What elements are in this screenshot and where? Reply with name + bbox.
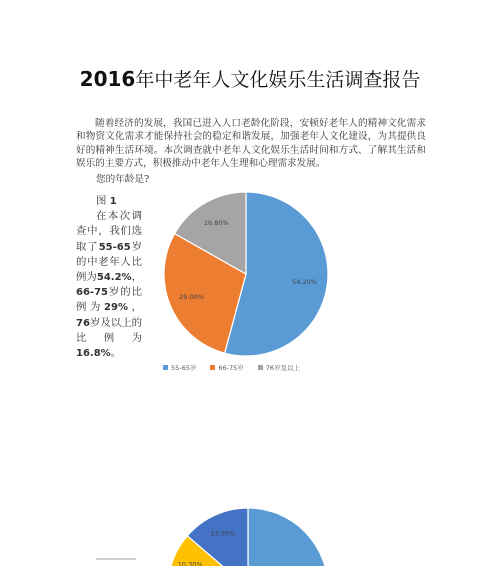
legend-swatch [210,365,215,370]
legend-item [210,363,243,372]
caption-part-7: 。 [110,347,122,360]
age-pie-label-3: 16.80% [203,218,229,227]
caption-value-2: 29% [104,302,128,314]
caption-part-1: 在本次调查中，我们选取了 [76,210,142,253]
caption-part-6: 岁及以上的比例为 [76,316,142,344]
legend-item [163,363,196,372]
faint-text-line [96,558,136,560]
caption-text [76,209,142,361]
caption-part-3: ， [131,271,143,284]
intro-paragraph: 随着经济的发展，我国已进入人口老龄化阶段，安顿好老年人的精神文化需求和物资文化需求才能保持社会的稳定和谐发展，加强老年人文化建设，为其提供良好的精神生活环境。本次调查就中老年人文化娱乐生活时间和方式、了解其生活和娱乐的主要方式，积极推动中老年人生理和心理需求发展。 [76,118,426,170]
document-title [70,66,430,93]
second-pie-chart [150,500,360,566]
caption-value-3: 16.8% [76,348,111,360]
legend-label: 66-75岁 [218,364,244,372]
chart-legend [163,363,363,372]
age-pie-label-2: 29.00% [179,292,204,301]
legend-label: 76岁及以上 [265,364,301,372]
caption-value-1: 54.2% [96,272,132,284]
legend-item [258,363,300,372]
age-pie-label-1: 54.20% [292,277,317,286]
caption-range-1: 55-65 [98,241,131,253]
caption-range-3: 76 [76,317,90,329]
title-year: 2016 [79,67,136,91]
survey-question: 您的年龄是? [96,174,150,185]
figure-label [76,194,142,209]
legend-swatch [163,365,168,370]
caption-range-2: 66-75 [76,287,108,299]
second-pie-label-1: 13.70% [210,529,236,538]
second-pie-label-2: 10.30% [177,560,203,566]
age-pie-chart [150,178,360,378]
caption-part-4: 岁的比例为 [76,286,142,314]
figure-label-num: 1 [109,196,117,207]
caption-part-5: ， [127,301,143,314]
legend-swatch [258,365,263,370]
caption-part-2: 岁的中老年人比例为 [76,240,143,284]
figure-label-prefix: 图 [96,195,107,207]
figure-caption [76,194,142,361]
title-text: 年中老年人文化娱乐生活调查报告 [135,69,421,91]
legend-label: 55-65岁 [171,364,197,372]
